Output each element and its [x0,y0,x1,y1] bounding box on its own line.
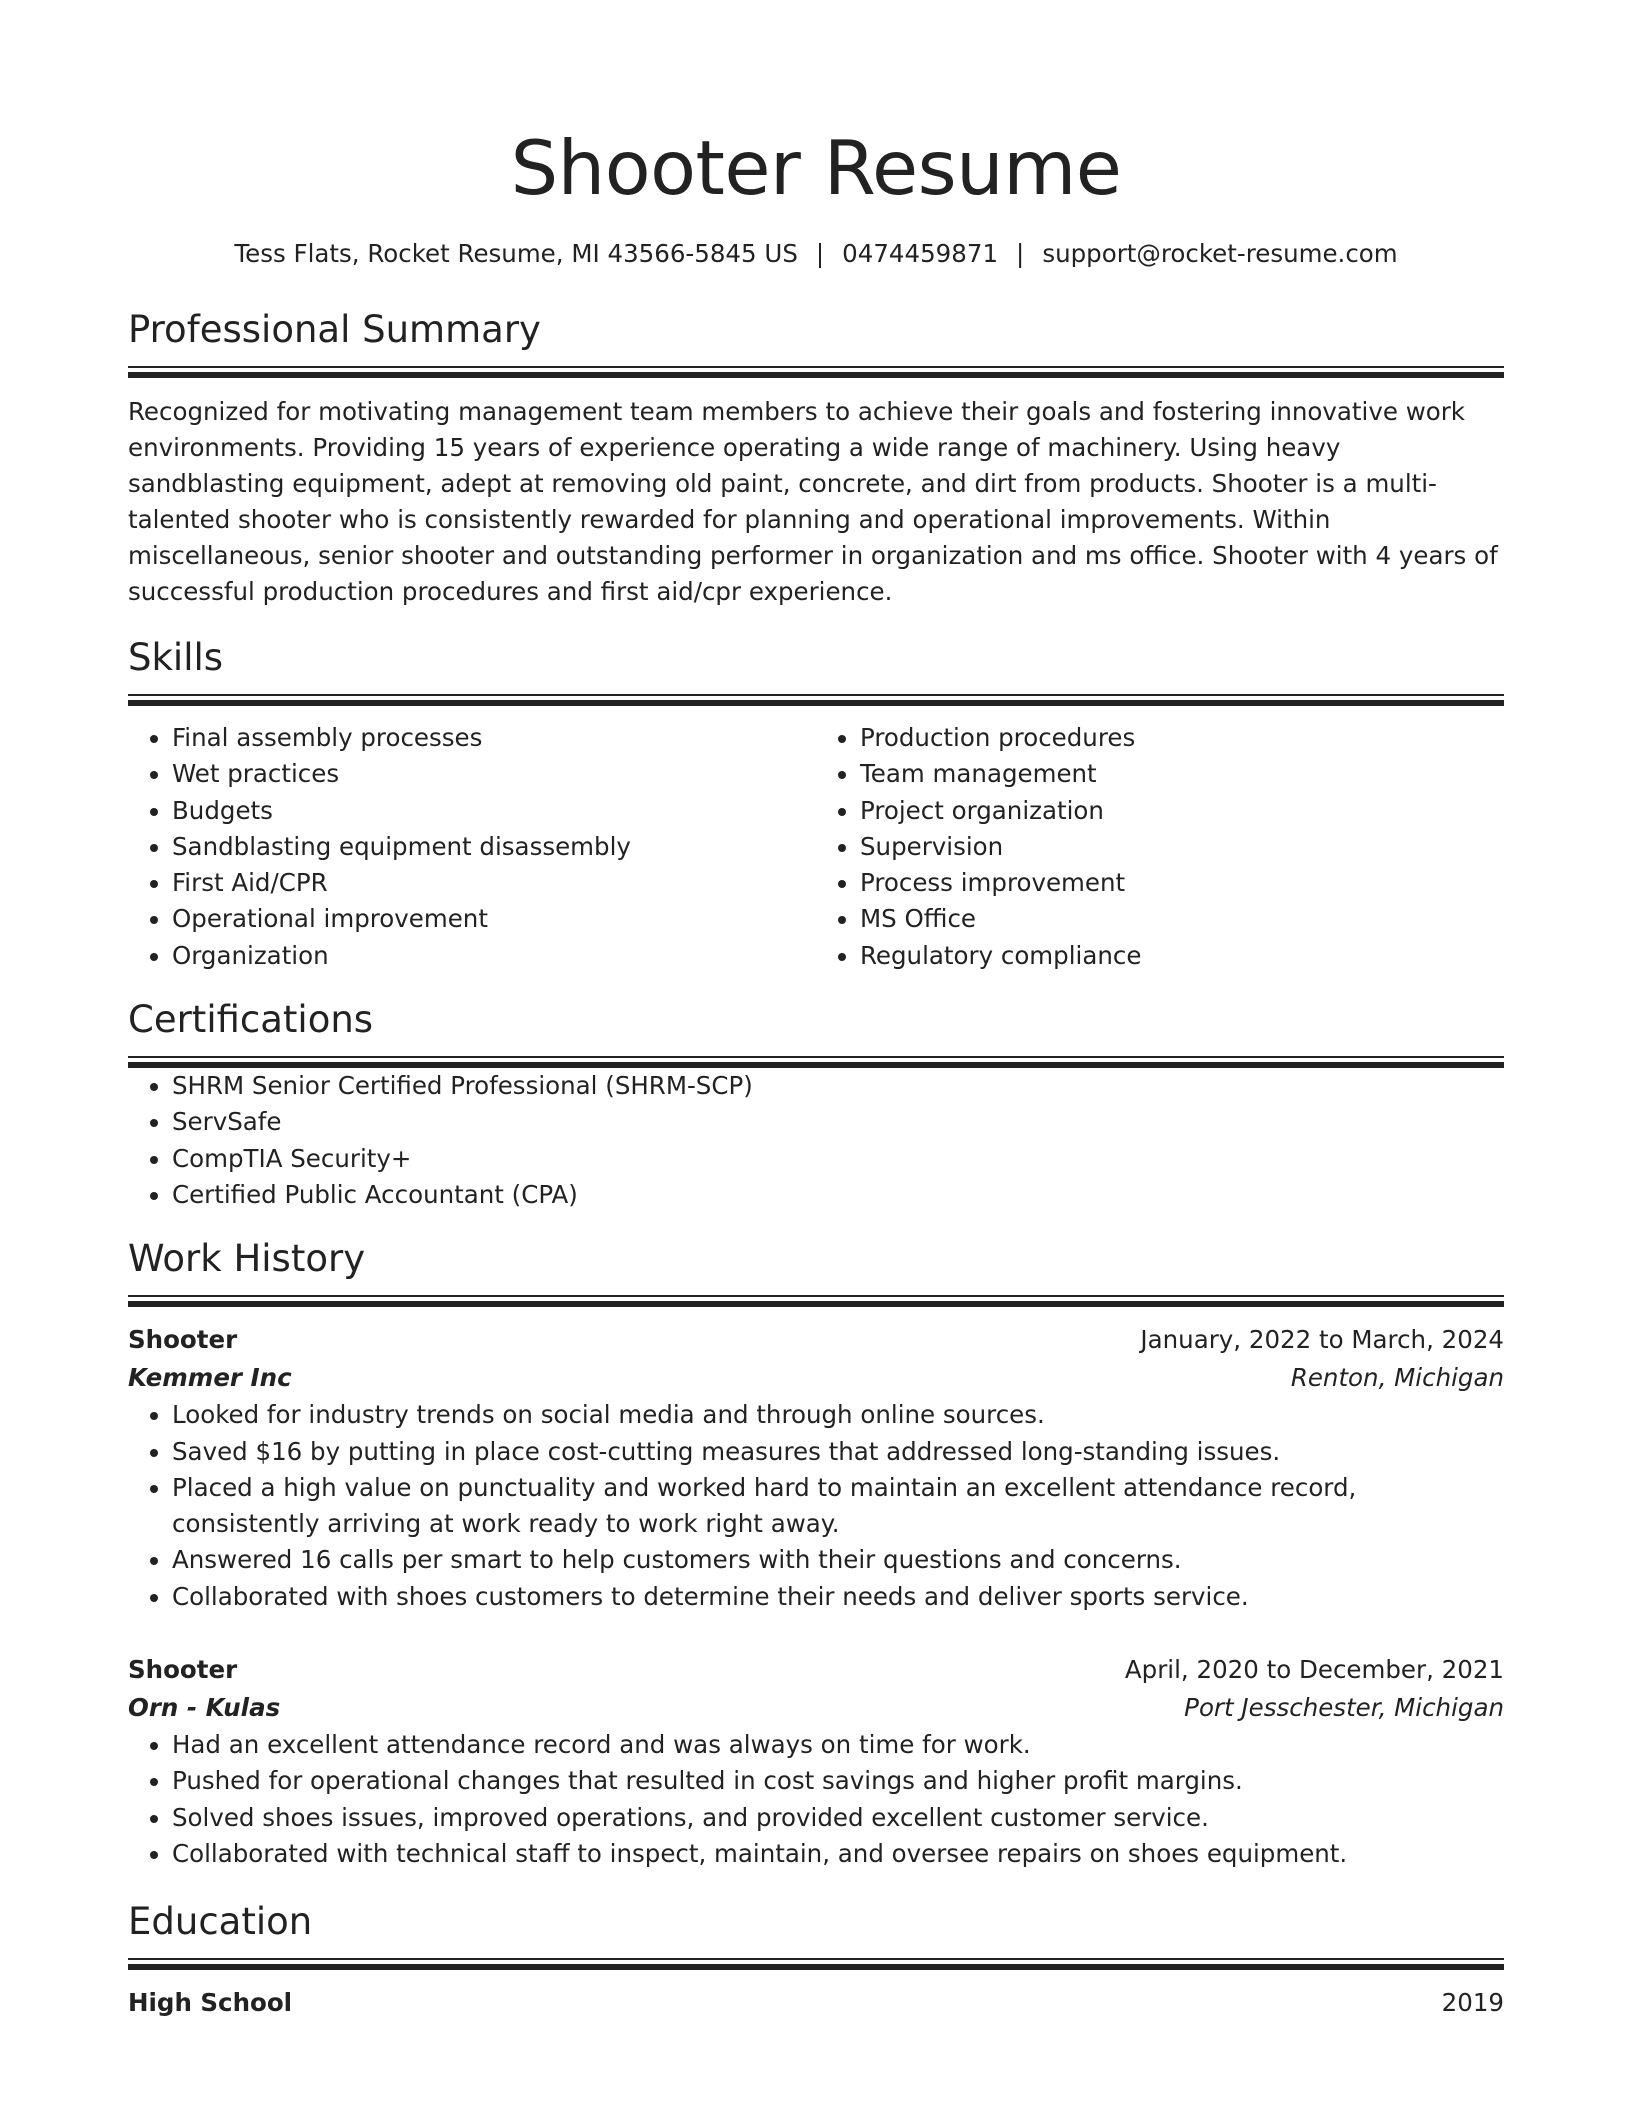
contact-email[interactable]: support@rocket-resume.com [1042,239,1398,268]
resume-title: Shooter Resume [510,124,1122,212]
skill-item: • Wet practices [172,756,816,792]
job-bullet: • Saved $16 by putting in place cost-cutting measures that addressed long-standing issues. [172,1434,1504,1470]
job-entry [128,1651,1504,1872]
education-entry [128,1984,1504,2022]
education-year: 2019 [1441,1988,1504,2018]
job-location: Renton, Michigan [1290,1363,1504,1393]
skill-item: • Budgets [172,793,816,829]
skill-item: • Final assembly processes [172,720,816,756]
contact-address: Tess Flats, Rocket Resume, MI 43566-5845 US [234,239,798,268]
summary-section [128,306,1504,610]
certification-item: • CompTIA Security+ [172,1141,1504,1177]
contact-phone: 0474459871 [842,239,999,268]
contact-separator: | [1016,239,1025,268]
education-degree: High School [128,1988,293,2018]
certifications-list [128,1068,1504,1213]
skill-item: • Supervision [860,829,1504,865]
skill-item: • Process improvement [860,865,1504,901]
section-divider [128,366,1504,378]
job-subheader [128,1689,1504,1727]
job-bullets [128,1397,1504,1615]
education-heading: Education [128,1900,313,1944]
section-divider [128,1056,1504,1068]
skill-item: • Regulatory compliance [860,938,1504,974]
skill-item: • Sandblasting equipment disassembly [172,829,816,865]
job-dates: April, 2020 to December, 2021 [1124,1655,1504,1685]
job-bullet: • Placed a high value on punctuality and worked hard to maintain an excellent attendance record, consistently arriving at work ready to work right away. [172,1470,1504,1543]
contact-line [128,238,1504,270]
skill-item: • First Aid/CPR [172,865,816,901]
job-title: Shooter [128,1325,238,1355]
work-history-section [128,1235,1504,1872]
job-bullet: • Answered 16 calls per smart to help customers with their questions and concerns. [172,1542,1504,1578]
job-bullet: • Collaborated with technical staff to inspect, maintain, and oversee repairs on shoes equipment. [172,1836,1504,1872]
job-location: Port Jesschester, Michigan [1184,1693,1504,1723]
section-divider [128,1295,1504,1307]
skill-item: • Production procedures [860,720,1504,756]
skills-heading: Skills [128,636,224,679]
skill-item: • Operational improvement [172,901,816,937]
certifications-section [128,996,1504,1213]
skills-column-left [128,720,816,974]
job-bullet: • Solved shoes issues, improved operations, and provided excellent customer service. [172,1800,1504,1836]
job-dates: January, 2022 to March, 2024 [1140,1325,1504,1355]
job-bullet: • Had an excellent attendance record and was always on time for work. [172,1727,1504,1763]
certification-item: • Certified Public Accountant (CPA) [172,1177,1504,1213]
skills-list-right [816,720,1504,974]
contact-separator: | [815,239,825,268]
skills-section [128,634,1504,974]
skill-item: • Organization [172,938,816,974]
job-bullet: • Pushed for operational changes that resulted in cost savings and higher profit margins. [172,1763,1504,1799]
summary-heading: Professional Summary [128,308,541,351]
skills-list-left [128,720,816,974]
summary-text: Recognized for motivating management team members to achieve their goals and fostering innovative work environments. Providing 15 years of experience operating a wide range of machinery. Using heavy sandblasting equipment, adept at removing old paint, concrete, and dirt from products. Shooter is a multi-talented shooter who is consistently rewarded for planning and operational improvements. Within miscellaneous, senior shooter and outstanding performer in organization and ms office. Shooter with 4 years of successful production procedures and first aid/cpr experience. [128,397,1498,606]
skill-item: • Project organization [860,793,1504,829]
job-title: Shooter [128,1655,238,1685]
education-section [128,1898,1504,2022]
job-subheader [128,1359,1504,1397]
job-bullets [128,1727,1504,1872]
certification-item: • ServSafe [172,1104,1504,1140]
job-bullet: • Looked for industry trends on social media and through online sources. [172,1397,1504,1433]
job-entry [128,1321,1504,1615]
job-company: Orn - Kulas [128,1693,281,1723]
job-header [128,1651,1504,1689]
skills-column-right [816,720,1504,974]
job-header [128,1321,1504,1359]
work-history-heading: Work History [128,1237,366,1281]
job-bullet: • Collaborated with shoes customers to determine their needs and deliver sports service. [172,1579,1504,1615]
skill-item: • Team management [860,756,1504,792]
skills-columns [128,720,1504,974]
skill-item: • MS Office [860,901,1504,937]
section-divider [128,1958,1504,1970]
job-company: Kemmer Inc [128,1363,292,1393]
certifications-heading: Certifications [128,998,374,1042]
section-divider [128,694,1504,706]
certification-item: • SHRM Senior Certified Professional (SHRM-SCP) [172,1068,1504,1104]
